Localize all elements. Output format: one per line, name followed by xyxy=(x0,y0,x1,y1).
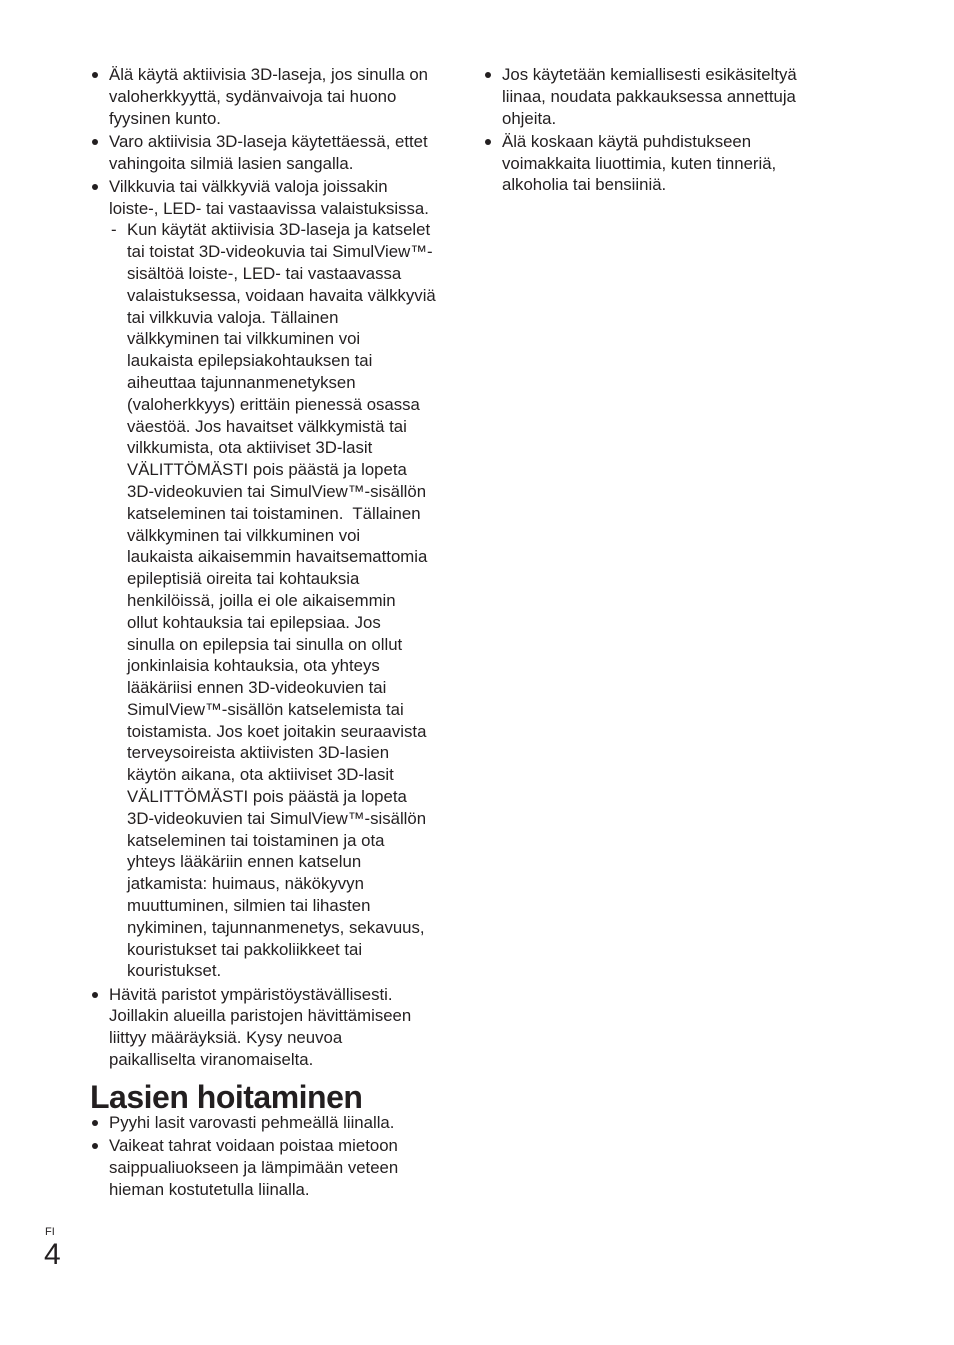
bullet-icon xyxy=(92,139,98,145)
bullet-icon xyxy=(92,184,98,190)
list-item xyxy=(109,1112,398,1134)
care-list-right xyxy=(502,64,797,196)
list-item-text: Pyyhi lasit varovasti pehmeällä liinalla. xyxy=(109,1113,395,1132)
list-item xyxy=(109,1135,398,1200)
list-item-text: Hävitä paristot ympäristöystävällisesti. Joillakin alueilla paristojen hävittämiseen liittyy määräyksiä. Kysy neuvoa paikalliselta viranomaiselta. xyxy=(109,984,412,1070)
bullet-icon xyxy=(92,72,98,78)
list-item xyxy=(109,984,436,1071)
bullet-icon xyxy=(485,139,491,145)
list-item-text: Älä koskaan käytä puhdistukseen voimakkaita liuottimia, kuten tinneriä, alkoholia tai bensiiniä. xyxy=(502,131,777,195)
list-item-text: Vaikeat tahrat voidaan poistaa mietoon saippualiuokseen ja lämpimään veteen hieman kostutetulla liinalla. xyxy=(109,1136,399,1199)
page-number: 4 xyxy=(44,1238,61,1271)
section-heading: Lasien hoitaminen xyxy=(90,1079,363,1115)
list-item xyxy=(109,64,436,129)
list-item-text: Varo aktiivisia 3D-laseja käytettäessä, ettet vahingoita silmiä lasien sangalla. xyxy=(109,131,428,173)
list-item xyxy=(502,131,797,196)
list-item-text: Jos käytetään kemiallisesti esikäsiteltyä liinaa, noudata pakkauksessa annettuja ohjeita. xyxy=(502,65,797,128)
list-item-text: Vilkkuvia tai välkkyviä valoja joissakin loiste-, LED- tai vastaavissa valaistuksissa. xyxy=(109,176,429,218)
sub-list-item xyxy=(109,219,436,982)
dash-marker: - xyxy=(111,220,117,240)
bullet-icon xyxy=(485,72,491,78)
list-item-text: Älä käytä aktiivisia 3D-laseja, jos sinulla on valoherkkyyttä, sydänvaivoja tai huono fyysinen kunto. xyxy=(109,65,428,128)
list-item xyxy=(502,64,797,129)
bullet-icon xyxy=(92,992,98,998)
care-list xyxy=(109,1112,398,1201)
bullet-icon xyxy=(92,1143,98,1149)
list-item xyxy=(109,176,436,982)
language-code: FI xyxy=(45,1226,55,1238)
bullet-icon xyxy=(92,1120,98,1126)
sub-list-item-text: Kun käytät aktiivisia 3D-laseja ja katselet tai toistat 3D-videokuvia tai SimulView™- sisältöä loiste-, LED- tai vastaavassa valaistuksessa, voidaan havaita välkkyviä tai vilkkuvia valoja. Tällainen välkkyminen tai vilkkuminen voi laukaista epilepsiakohtauksen tai aiheuttaa tajunnanmenetyksen (valoherkkyys) erittäin pienessä osassa väestöä. Jos havaitset välkkymistä tai vilkkumista, ota aktiiviset 3D-lasit VÄLITTÖMÄSTI pois päästä ja lopeta 3D-videokuvien tai SimulView™-sisällön katseleminen tai toistaminen. Tällainen välkkyminen tai vilkkuminen voi laukaista aikaisemmin havaitsemattomia epileptisiä oireita tai kohtauksia henkilöissä, joilla ei ole aikaisemmin ollut kohtauksia tai epilepsiaa. Jos sinulla on epilepsia tai sinulla on ollut jonkinlaisia kohtauksia, ota yhteys lääkäriisi ennen 3D-videokuvien tai SimulView™-sisällön katselemista tai toistamista. Jos koet joitakin seuraavista terveysoireista aktiivisten 3D-lasien käytön aikana, ota aktiiviset 3D-lasit VÄLITTÖMÄSTI pois päästä ja lopeta 3D-videokuvien tai SimulView™-sisällön katseleminen tai toistaminen ja ota yhteys lääkäriin ennen katselun jatkamista: huimaus, näkökyvyn muuttuminen, silmien tai lihasten nykiminen, tajunnanmenetys, sekavuus, kouristukset tai pakkoliikkeet tai kouristukset. xyxy=(127,220,436,981)
list-item xyxy=(109,131,436,175)
safety-list-left xyxy=(109,64,436,1071)
